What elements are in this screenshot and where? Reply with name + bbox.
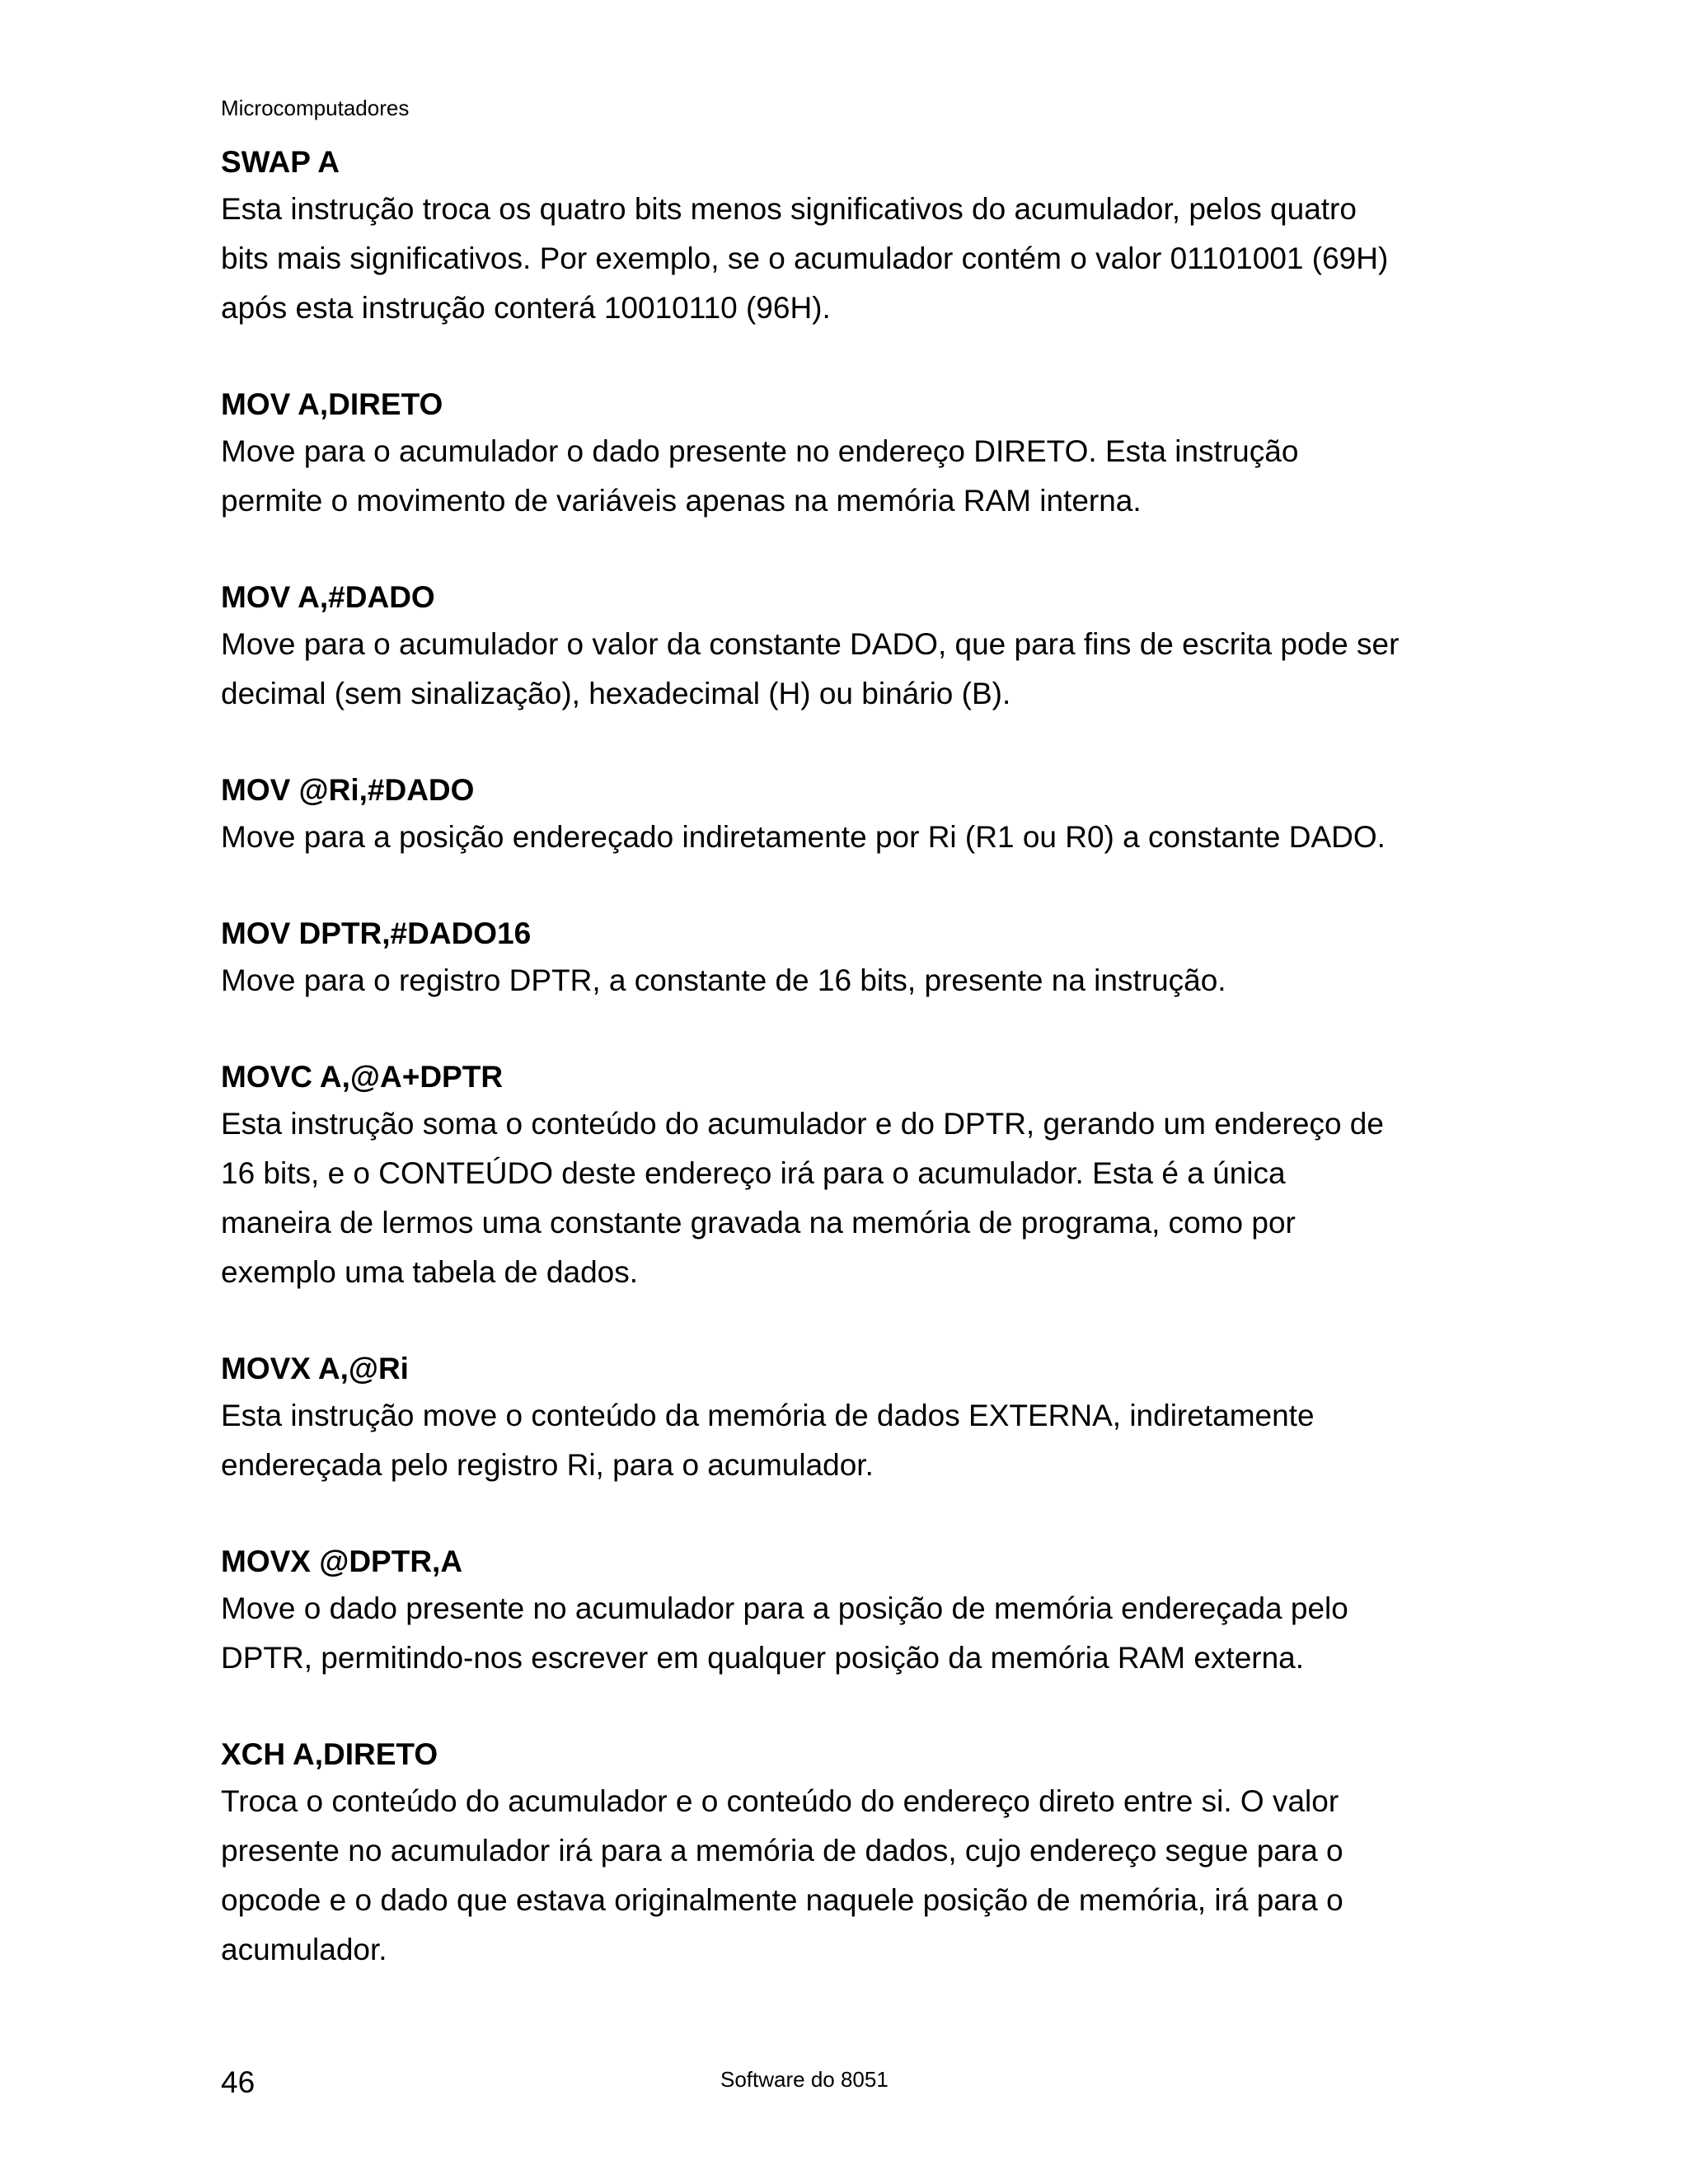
description-line: DPTR, permitindo-nos escrever em qualquer posição da memória RAM externa. bbox=[221, 1641, 1305, 1675]
running-header: Microcomputadores bbox=[221, 96, 410, 120]
description-line: Esta instrução soma o conteúdo do acumulador e do DPTR, gerando um endereço de bbox=[221, 1107, 1384, 1141]
description-line: presente no acumulador irá para a memória de dados, cujo endereço segue para o bbox=[221, 1834, 1343, 1868]
instruction-heading: XCH A,DIRETO bbox=[221, 1737, 438, 1771]
description-line: Esta instrução move o conteúdo da memória de dados EXTERNA, indiretamente bbox=[221, 1399, 1315, 1432]
instruction-section bbox=[221, 1347, 1416, 1490]
instruction-description bbox=[221, 1584, 1416, 1683]
instruction-description bbox=[221, 813, 1416, 862]
instruction-section bbox=[221, 575, 1416, 719]
instruction-heading: MOV A,#DADO bbox=[221, 580, 435, 614]
description-line: 16 bits, e o CONTEÚDO deste endereço irá para o acumulador. Esta é a única bbox=[221, 1156, 1286, 1190]
instruction-section bbox=[221, 382, 1416, 526]
description-line: Move para o acumulador o valor da constante DADO, que para fins de escrita pode ser bbox=[221, 627, 1400, 661]
description-line: Esta instrução troca os quatro bits menos significativos do acumulador, pelos quatro bbox=[221, 192, 1357, 226]
description-line: permite o movimento de variáveis apenas na memória RAM interna. bbox=[221, 484, 1142, 518]
description-line: Move para o acumulador o dado presente no endereço DIRETO. Esta instrução bbox=[221, 434, 1299, 468]
description-line: bits mais significativos. Por exemplo, se o acumulador contém o valor 01101001 (69H) bbox=[221, 241, 1389, 275]
page-number: 46 bbox=[221, 2065, 256, 2099]
instruction-section bbox=[221, 1540, 1416, 1683]
instruction-heading: MOV @Ri,#DADO bbox=[221, 773, 475, 807]
description-line: após esta instrução conterá 10010110 (96H). bbox=[221, 291, 831, 325]
description-line: opcode e o dado que estava originalmente naquele posição de memória, irá para o bbox=[221, 1883, 1343, 1917]
instruction-description bbox=[221, 1777, 1416, 1975]
description-line: decimal (sem sinalização), hexadecimal (H) ou binário (B). bbox=[221, 677, 1011, 710]
description-line: Move para o registro DPTR, a constante de 16 bits, presente na instrução. bbox=[221, 963, 1226, 997]
instruction-description bbox=[221, 1391, 1416, 1490]
instruction-section bbox=[221, 1732, 1416, 1975]
description-line: Move o dado presente no acumulador para a posição de memória endereçada pelo bbox=[221, 1591, 1348, 1625]
description-line: Troca o conteúdo do acumulador e o conteúdo do endereço direto entre si. O valor bbox=[221, 1784, 1339, 1818]
instruction-heading: MOV DPTR,#DADO16 bbox=[221, 916, 532, 950]
instruction-description bbox=[221, 620, 1416, 719]
instruction-heading: MOVC A,@A+DPTR bbox=[221, 1060, 504, 1094]
instruction-section bbox=[221, 1055, 1416, 1297]
instruction-heading: SWAP A bbox=[221, 145, 340, 179]
description-line: maneira de lermos uma constante gravada na memória de programa, como por bbox=[221, 1206, 1296, 1240]
instruction-section bbox=[221, 140, 1416, 333]
instruction-heading: MOVX A,@Ri bbox=[221, 1352, 409, 1385]
instruction-description bbox=[221, 956, 1416, 1005]
instruction-description bbox=[221, 427, 1416, 526]
instruction-description bbox=[221, 185, 1416, 333]
instruction-section bbox=[221, 768, 1416, 862]
instruction-section bbox=[221, 912, 1416, 1005]
description-line: acumulador. bbox=[221, 1933, 387, 1966]
instruction-description bbox=[221, 1099, 1416, 1297]
description-line: exemplo uma tabela de dados. bbox=[221, 1255, 639, 1289]
description-line: endereçada pelo registro Ri, para o acumulador. bbox=[221, 1448, 874, 1482]
description-line: Move para a posição endereçado indiretamente por Ri (R1 ou R0) a constante DADO. bbox=[221, 820, 1386, 854]
instruction-list bbox=[221, 140, 1416, 1975]
instruction-heading: MOV A,DIRETO bbox=[221, 387, 443, 421]
footer-title: Software do 8051 bbox=[720, 2067, 889, 2092]
instruction-heading: MOVX @DPTR,A bbox=[221, 1544, 463, 1578]
